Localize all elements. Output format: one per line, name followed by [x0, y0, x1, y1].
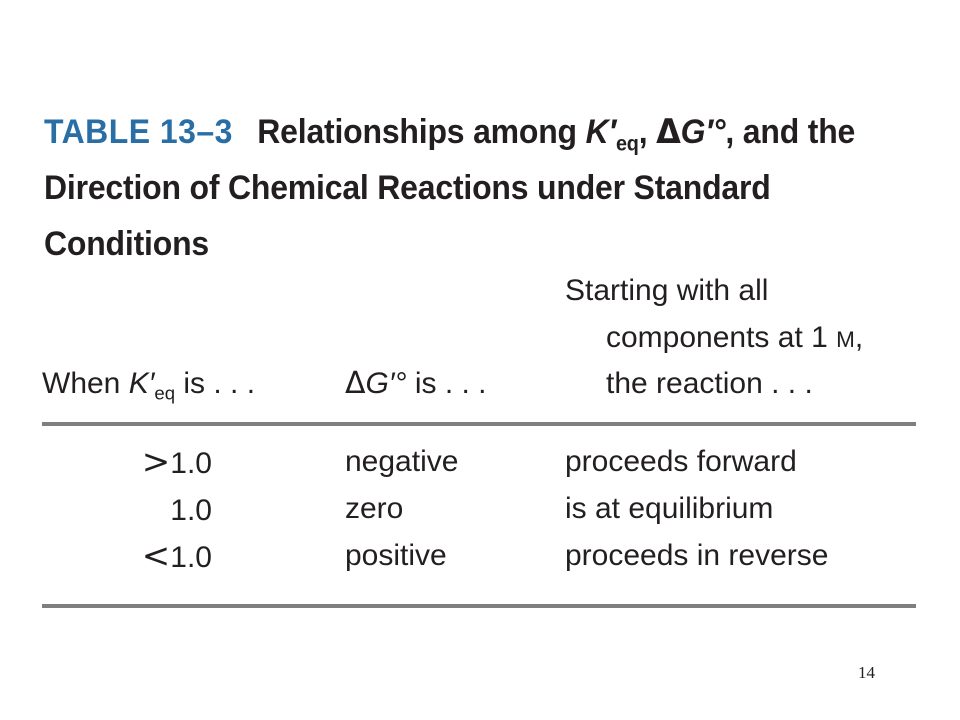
- row-1-reaction: proceeds forward: [565, 445, 797, 478]
- row-2-dg-value: zero: [345, 492, 404, 525]
- row-2-k-value: 1.0: [170, 494, 212, 527]
- row-3-dg-value: positive: [345, 539, 447, 572]
- table-title-text: Relationships among $K'_{eq}$, ΔG′°, and the Direction of Chemical Reactions under Standard Conditions: [44, 112, 856, 263]
- row-3-reaction: proceeds in reverse: [565, 539, 829, 572]
- row-2-reaction: is at equilibrium: [565, 492, 774, 525]
- table-number-label: TABLE 13–3: [44, 113, 233, 151]
- row-1-dg-value: negative: [345, 445, 459, 478]
- header-divider: [42, 422, 916, 426]
- row-3-k-value: <1.0: [141, 536, 212, 576]
- table-bottom-divider: [42, 604, 916, 608]
- column-header-reaction-line3: the reaction . . .: [606, 367, 813, 400]
- column-header-reaction-line1: Starting with all: [565, 274, 769, 307]
- column-header-reaction-line2: components at 1 M,: [606, 321, 864, 354]
- column-header-dg: ΔG′° is . . .: [345, 366, 487, 401]
- row-1-k-value: >1.0: [141, 442, 212, 482]
- table-title: [44, 104, 871, 272]
- column-header-k: When $K'_{eq}$ is . . .: [42, 367, 256, 404]
- page-number: 14: [858, 663, 875, 682]
